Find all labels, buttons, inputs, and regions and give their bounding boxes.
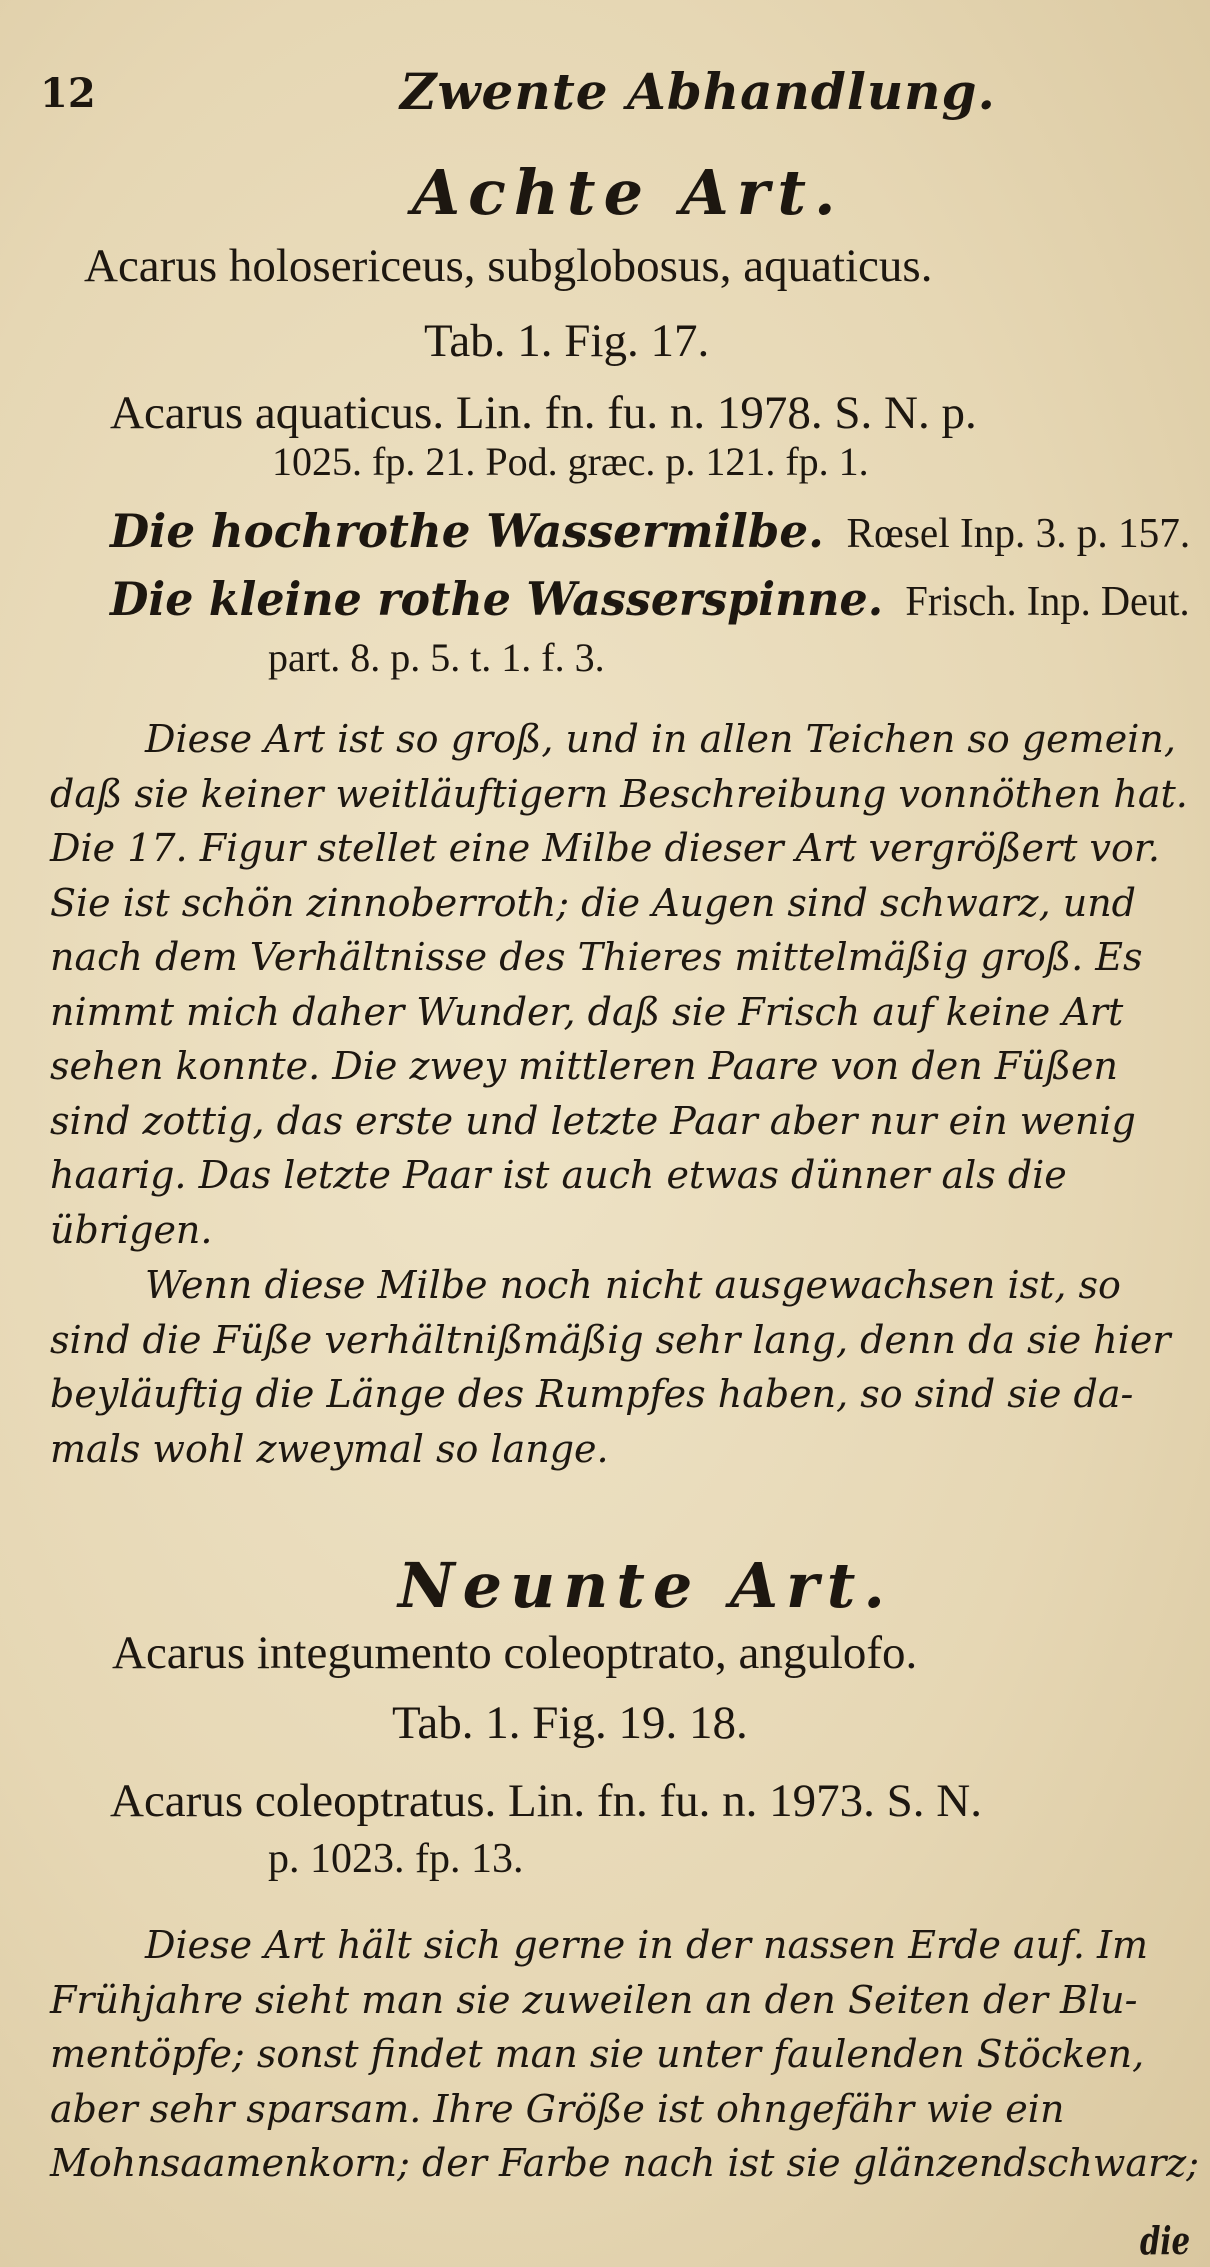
text-line: Frühjahre sieht man sie zuweilen an den Seiten der Blu- xyxy=(50,1977,1138,2022)
text-line: nach dem Verhältnisse des Thieres mittelmäßig groß. Es xyxy=(50,935,1143,979)
synonym-8-3 xyxy=(110,572,1190,626)
synonym-8-3-ref: Frisch. Inp. Deut. xyxy=(905,579,1190,625)
text-line: Diese Art hält sich gerne in der nassen Erde auf. Im xyxy=(145,1923,1149,1967)
running-title: Zwente Abhandlung. xyxy=(400,62,996,121)
tab-fig-9: Tab. 1. Fig. 19. 18. xyxy=(392,1697,748,1749)
text-line: mals wohl zweymal so lange. xyxy=(50,1426,609,1471)
text-line: beyläuftig die Länge des Rumpfes haben, so sind sie da- xyxy=(50,1372,1134,1416)
text-line: haarig. Das letzte Paar ist auch etwas dünner als die xyxy=(50,1153,1067,1197)
text-line: mentöpfe; sonst findet man sie unter faulenden Stöcken, xyxy=(50,2032,1145,2076)
text-line: übrigen. xyxy=(50,1207,213,1252)
page-number: 12 xyxy=(40,70,96,117)
synonym-8-2-ref: Rœsel Inp. 3. p. 157. xyxy=(846,511,1191,557)
tab-fig-8: Tab. 1. Fig. 17. xyxy=(424,315,710,367)
text-line: Mohnsaamenkorn; der Farbe nach ist sie glänzendschwarz; xyxy=(50,2141,1200,2185)
paragraph-8-1 xyxy=(50,712,1188,1257)
text-line: nimmt mich daher Wunder, daß sie Frisch auf keine Art xyxy=(50,989,1124,1034)
synonym-8-2-vernacular: Die hochrothe Wassermilbe. xyxy=(110,504,824,558)
latin-name-9: Acarus integumento coleoptrato, angulofo. xyxy=(112,1627,918,1679)
catchword: die xyxy=(1140,2218,1191,2263)
latin-name-8: Acarus holosericeus, subglobosus, aquaticus. xyxy=(84,240,933,292)
paragraph-9-1 xyxy=(50,1918,1200,2191)
text-line: Wenn diese Milbe noch nicht ausgewachsen ist, so xyxy=(145,1263,1121,1307)
synonym-8-2 xyxy=(110,504,1191,558)
text-line: aber sehr sparsam. Ihre Größe ist ohngefähr wie ein xyxy=(50,2086,1065,2131)
text-line: daß sie keiner weitläuftigern Beschreibung vonnöthen hat. xyxy=(50,771,1188,816)
synonym-8-1b: 1025. fp. 21. Pod. græc. p. 121. fp. 1. xyxy=(272,439,869,484)
page-header xyxy=(30,62,1180,132)
section-heading-8: Achte Art. xyxy=(412,156,844,229)
synonym-8-3b: part. 8. p. 5. t. 1. f. 3. xyxy=(268,635,605,680)
paragraph-8-2 xyxy=(50,1258,1180,1476)
text-line: Die 17. Figur stellet eine Milbe dieser Art vergrößert vor. xyxy=(50,826,1160,870)
synonym-8-3-vernacular: Die kleine rothe Wasserspinne. xyxy=(110,572,884,626)
text-line: Diese Art ist so groß, und in allen Teichen so gemein, xyxy=(145,717,1176,761)
text-line: sind zottig, das erste und letzte Paar aber nur ein wenig xyxy=(50,1098,1136,1143)
text-line: Sie ist schön zinnoberroth; die Augen sind schwarz, und xyxy=(50,880,1137,925)
synonym-9-1b: p. 1023. fp. 13. xyxy=(268,1836,524,1882)
synonym-8-1a: Acarus aquaticus. Lin. fn. fu. n. 1978. S. N. p. xyxy=(110,387,977,439)
section-heading-9: Neunte Art. xyxy=(398,1549,893,1622)
text-line: sind die Füße verhältnißmäßig sehr lang, denn da sie hier xyxy=(50,1317,1171,1362)
text-line: sehen konnte. Die zwey mittleren Paare von den Füßen xyxy=(50,1044,1118,1088)
synonym-9-1a: Acarus coleoptratus. Lin. fn. fu. n. 1973. S. N. xyxy=(110,1775,982,1827)
